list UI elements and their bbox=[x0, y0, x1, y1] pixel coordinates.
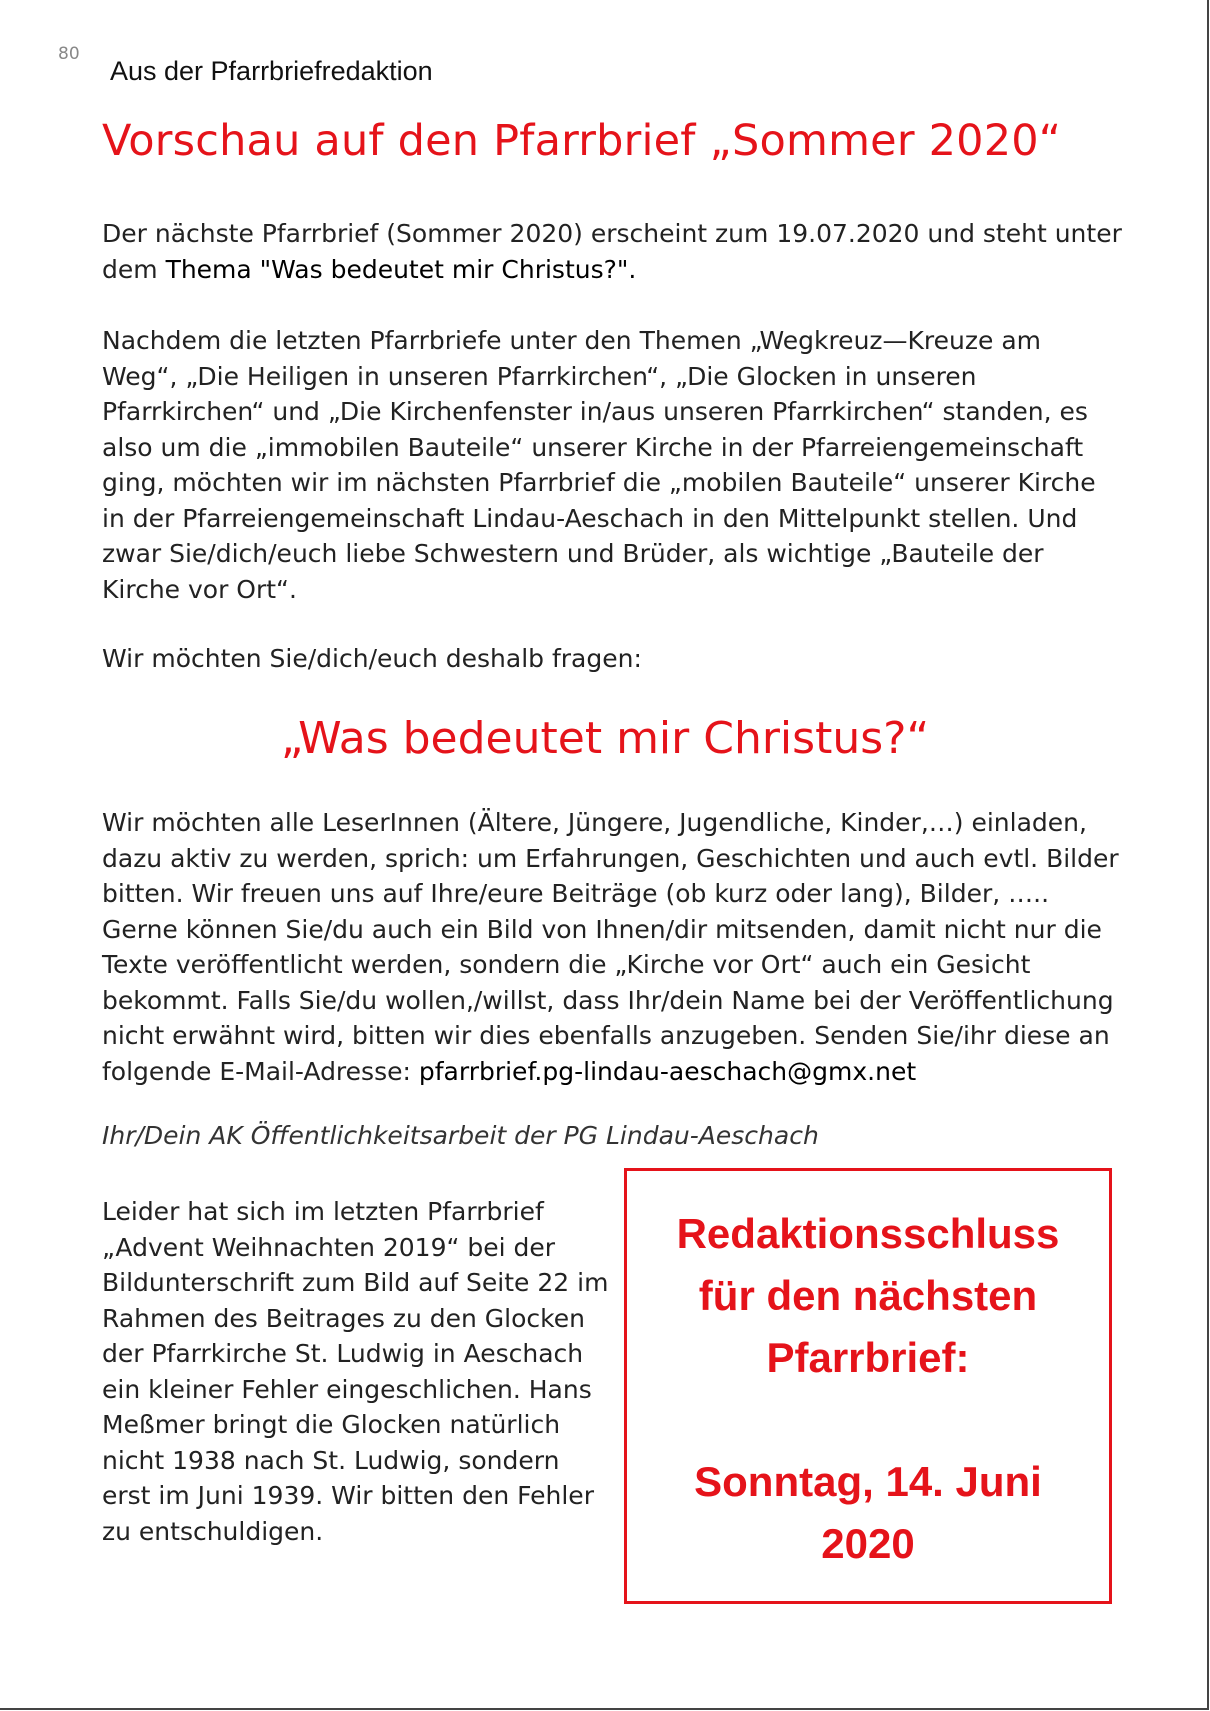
deadline-line-3: Pfarrbrief: bbox=[766, 1334, 970, 1381]
section-label: Aus der Pfarrbriefredaktion bbox=[110, 56, 433, 86]
theme-question-heading: „Was bedeutet mir Christus?“ bbox=[280, 713, 930, 764]
signature: Ihr/Dein AK Öffentlichkeitsarbeit der PG Lindau-Aeschach bbox=[102, 1121, 819, 1150]
page-number: 80 bbox=[58, 44, 80, 64]
article-headline: Vorschau auf den Pfarrbrief „Sommer 2020“ bbox=[102, 116, 1062, 166]
deadline-line-2: für den nächsten bbox=[698, 1272, 1038, 1319]
deadline-date-line-2: 2020 bbox=[821, 1520, 915, 1567]
intro-paragraph bbox=[102, 216, 1122, 287]
email-link[interactable]: pfarrbrief.pg-lindau-aeschach@gmx.net bbox=[418, 1056, 917, 1086]
context-paragraph: Nachdem die letzten Pfarrbriefe unter den Themen „Wegkreuz—Kreuze am Weg“, „Die Heiligen in unseren Pfarrkirchen“, „Die Glocken in unseren Pfarrkirchen“ und „Die Kirchenfenster in/aus unseren Pfarrkirchen“ standen, es also um die „immobilen Bauteile“ unserer Kirche in der Pfarreiengemeinschaft ging, möchten wir im nächsten Pfarrbrief die „mobilen Bauteile“ unserer Kirche in der Pfarreiengemeinschaft Lindau-Aeschach in den Mittelpunkt stellen. Und zwar Sie/dich/euch liebe Schwestern und Brüder, als wichtige „Bauteile der Kirche vor Ort“. bbox=[102, 326, 1096, 604]
correction-paragraph: Leider hat sich im letzten Pfarrbrief „Advent Weihnachten 2019“ bei der Bildunterschrift zum Bild auf Seite 22 im Rahmen des Beitrages zu den Glocken der Pfarrkirche St. Ludwig in Aeschach ein kleiner Fehler eingeschlichen. Hans Meßmer bringt die Glocken natürlich nicht 1938 nach St. Ludwig, sondern erst im Juni 1939. Wir bitten den Fehler zu entschuldigen. bbox=[102, 1197, 609, 1546]
deadline-date-line-1: Sonntag, 14. Juni bbox=[694, 1458, 1042, 1505]
intro-theme: Thema "Was bedeutet mir Christus?". bbox=[165, 254, 637, 284]
intro-text: Der nächste Pfarrbrief (Sommer 2020) erscheint zum 19.07.2020 und steht unter dem bbox=[102, 219, 1122, 284]
deadline-spacer bbox=[627, 1389, 1109, 1451]
question-lead-paragraph: Wir möchten Sie/dich/euch deshalb fragen: bbox=[102, 644, 642, 673]
deadline-box bbox=[624, 1168, 1112, 1604]
invitation-text: Wir möchten alle LeserInnen (Ältere, Jüngere, Jugendliche, Kinder,…) einladen, dazu aktiv zu werden, sprich: um Erfahrungen, Geschichten und auch evtl. Bilder bitten. Wir freuen uns auf Ihre/eure Beiträge (ob kurz oder lang), Bilder, ….. Gerne können Sie/du auch ein Bild von Ihnen/dir mitsenden, damit nicht nur die Texte veröffentlicht werden, sondern die „Kirche vor Ort“ auch ein Gesicht bekommt. Falls Sie/du wollen,/willst, dass Ihr/dein Name bei der Veröffentlichung nicht erwähnt wird, bitten wir dies ebenfalls anzugeben. Senden Sie/ihr diese an folgende E-Mail-Adresse: bbox=[102, 808, 1119, 1086]
invitation-paragraph bbox=[102, 805, 1122, 1089]
deadline-line-1: Redaktionsschluss bbox=[676, 1210, 1060, 1257]
